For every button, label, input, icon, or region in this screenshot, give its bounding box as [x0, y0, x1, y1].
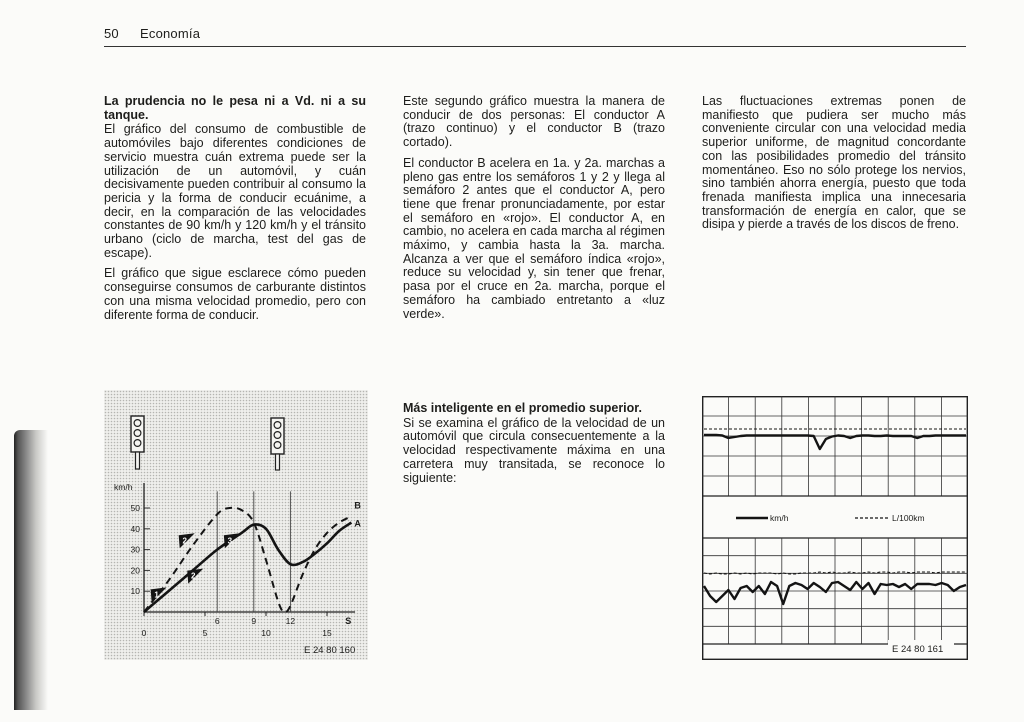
page-number: 50 [104, 26, 119, 41]
figure-code: E 24 80 161 [892, 644, 944, 655]
y-tick-label: 10 [130, 586, 140, 597]
figure-speed-fuel-record [702, 396, 968, 660]
page-header [104, 24, 966, 47]
column-2 [403, 95, 665, 328]
paragraph: El gráfico que sigue esclarece cómo pueden conseguirse consumos de carburante distintos con una misma velocidad promedio, pero con diferente forma de conducir. [104, 266, 366, 322]
legend-speed-label: km/h [770, 513, 789, 523]
page-binding-edge [14, 430, 48, 710]
column-2-lower [403, 402, 665, 492]
column-1 [104, 95, 366, 329]
series-label-B: B [354, 500, 361, 511]
series-label-A: A [354, 518, 361, 529]
paragraph: Si se examina el gráfico de la velocidad de un automóvil que circula consecuentemente a la velocidad respectivamente máxima en una carretera muy transitada, se reconoce lo siguiente: [403, 415, 665, 485]
chart-speed-fuel-record [702, 396, 968, 660]
figure-code: E 24 80 160 [304, 645, 356, 656]
y-tick-label: 20 [130, 565, 140, 576]
y-tick-label: 50 [130, 503, 140, 513]
x-tick-label: 15 [322, 628, 332, 638]
column-3 [702, 95, 966, 239]
x-mark-label: 9 [251, 616, 257, 626]
paragraph: El gráfico del consumo de combustible de automóviles bajo diferentes condiciones de servicio muestra cuán extrema puede ser la utilización de un automóvil, y cuán decisivamente pueden contribuir al consumo la pericia y la forma de conducir ecuánime, a decir, en la comparación de las velocidades constantes de 90 km/h y 120 km/h y el tránsito urbano (ciclo de marcha, test del gas de escape). [104, 122, 366, 260]
heading-prudencia: La prudencia no le pesa ni a Vd. ni a su tanque. [104, 94, 366, 122]
section-title: Economía [140, 26, 201, 41]
gear-label: 1 [154, 590, 159, 600]
chart-speed-vs-distance [104, 390, 368, 660]
gear-label: 2 [182, 536, 187, 546]
x-mark-label: 12 [285, 616, 296, 626]
x-tick-label: 0 [141, 628, 147, 638]
gear-label: 2 [191, 571, 196, 581]
legend-fuel-label: L/100km [892, 513, 925, 523]
x-mark-label: 6 [214, 616, 220, 626]
y-tick-label: 40 [130, 523, 140, 534]
gear-label: 3 [227, 536, 233, 546]
heading-promedio-superior: Más inteligente en el promedio superior. [403, 401, 642, 415]
x-tick-label: 10 [261, 628, 271, 638]
y-axis-label: km/h [114, 482, 133, 492]
x-tick-label: 5 [202, 628, 208, 638]
y-tick-label: 30 [130, 544, 140, 555]
x-axis-label: S [345, 616, 352, 626]
paragraph: Este segundo gráfico muestra la manera de conducir de dos personas: El conductor A (trazo continuo) y el conductor B (trazo cortado). [403, 94, 665, 150]
figure-driving-comparison [104, 390, 368, 660]
paragraph: El conductor B acelera en 1a. y 2a. marchas a pleno gas entre los semáforos 1 y 2 y llega al semáforo 2 antes que el conductor A, pero tiene que frenar pronunciadamente, por estar el semáforo en «rojo». El conductor A, en cambio, no acelera en cada marcha al régimen máximo, y cambia hasta la 3a. marcha. Alcanza a ver que el semáforo índica «rojo», reduce su velocidad y, sin tener que frenar, pasa por el cruce en 2a. marcha, porque el semáforo ha cambiado entretanto a «luz verde». [403, 155, 665, 321]
paragraph: Las fluctuaciones extremas ponen de manifiesto que pudiera ser mucho más conveniente circular con una velocidad media superior uniforme, de magnitud concordante con las posibilidades promedio del tránsito momentáneo. Eso no sólo protege los nervios, sino también ahorra energía, puesto que toda frenada manifiesta implica una innecesaria transformación de energía en calor, que se disipa y pierde a través de los discos de freno. [702, 94, 966, 232]
